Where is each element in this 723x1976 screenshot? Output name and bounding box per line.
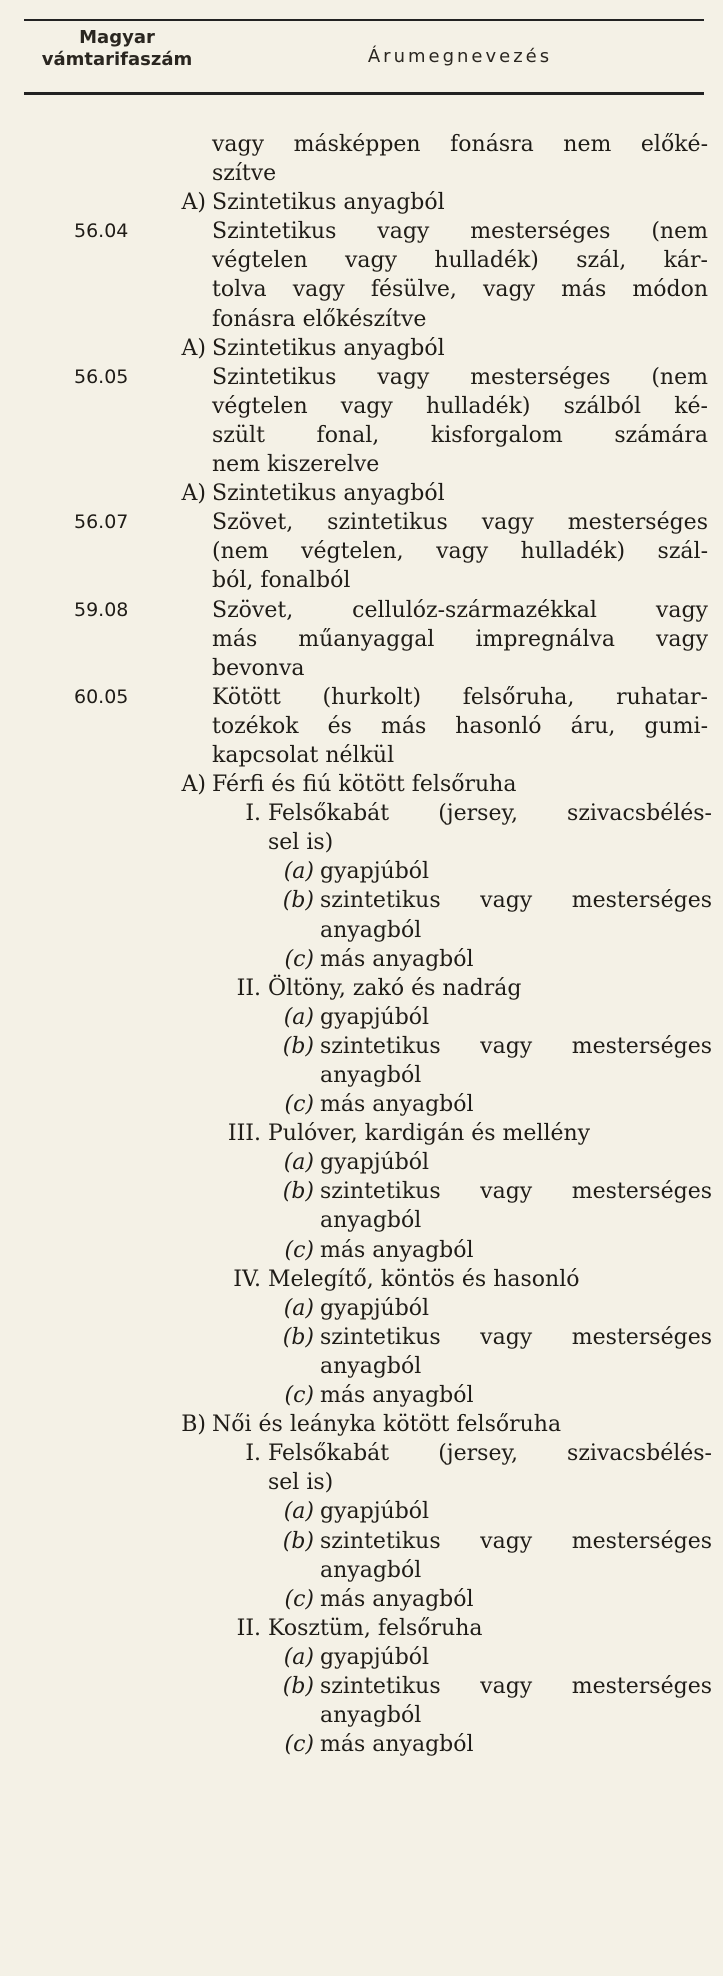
tariff-line	[0, 1294, 723, 1323]
item-text: végtelen vagy hulladék) szál, kár-	[212, 248, 708, 274]
item-marker: (b)	[282, 1528, 314, 1554]
tariff-list	[0, 130, 723, 1759]
tariff-line	[0, 1701, 723, 1730]
item-marker: (c)	[284, 1237, 314, 1263]
item-marker: III.	[227, 1121, 261, 1147]
item-marker: IV.	[233, 1266, 261, 1292]
item-marker: II.	[236, 1615, 261, 1641]
item-text: Szintetikus anyagból	[212, 335, 445, 361]
tariff-line	[0, 712, 723, 741]
item-text: más műanyaggal impregnálva vagy	[212, 626, 708, 652]
tariff-line	[0, 770, 723, 799]
item-marker: (a)	[283, 1150, 314, 1176]
item-marker: (b)	[282, 1179, 314, 1205]
tariff-line	[0, 363, 723, 392]
tariff-line	[0, 828, 723, 857]
tariff-line	[0, 188, 723, 217]
item-text: Felsőkabát (jersey, szivacsbélés-	[268, 1441, 712, 1467]
item-text: szült fonal, kisforgalom számára	[212, 422, 708, 448]
tariff-code: 60.05	[74, 685, 129, 708]
item-text: vagy másképpen fonásra nem előké-	[212, 132, 708, 157]
tariff-line	[0, 566, 723, 595]
item-text: kapcsolat nélkül	[212, 742, 395, 768]
item-text: Női és leányka kötött felsőruha	[212, 1412, 562, 1438]
tariff-line	[0, 1352, 723, 1381]
item-marker: A)	[181, 772, 206, 798]
item-text: szintetikus vagy mesterséges	[320, 1673, 712, 1699]
tariff-code: 56.07	[74, 511, 129, 534]
tariff-line	[0, 1323, 723, 1352]
tariff-code: 56.04	[74, 220, 129, 243]
item-marker: (a)	[283, 1295, 314, 1321]
tariff-line	[0, 1090, 723, 1119]
item-marker: (b)	[282, 1324, 314, 1350]
item-marker: (c)	[284, 1383, 314, 1409]
item-text: nem kiszerelve	[212, 452, 380, 478]
tariff-line	[0, 945, 723, 974]
item-text: Szintetikus vagy mesterséges (nem	[212, 364, 708, 390]
item-text: szintetikus vagy mesterséges	[320, 888, 712, 914]
item-text: sel is)	[268, 1470, 334, 1496]
tariff-line	[0, 1061, 723, 1090]
item-text: tozékok és más hasonló áru, gumi-	[212, 713, 708, 739]
item-marker: (a)	[283, 1644, 314, 1670]
item-marker: B)	[181, 1412, 206, 1438]
tariff-line	[0, 1556, 723, 1585]
item-marker: (c)	[284, 946, 314, 972]
item-marker: (a)	[283, 1004, 314, 1030]
tariff-line	[0, 1032, 723, 1061]
item-text: gyapjúból	[320, 1004, 430, 1030]
item-marker: A)	[181, 190, 206, 216]
tariff-line	[0, 886, 723, 915]
tariff-line	[0, 334, 723, 363]
item-text: szintetikus vagy mesterséges	[320, 1033, 712, 1059]
item-text: gyapjúból	[320, 1499, 430, 1525]
item-text: Férfi és fiú kötött felsőruha	[212, 772, 517, 798]
item-text: más anyagból	[320, 1383, 474, 1409]
tariff-line	[0, 1003, 723, 1032]
item-text: gyapjúból	[320, 1150, 430, 1176]
tariff-line	[0, 1439, 723, 1468]
tariff-line	[0, 537, 723, 566]
item-text: Felsőkabát (jersey, szivacsbélés-	[268, 801, 712, 827]
tariff-line	[0, 857, 723, 886]
header-bottom-rule	[24, 92, 704, 95]
item-marker: (b)	[282, 1673, 314, 1699]
item-text: Kötött (hurkolt) felsőruha, ruhatar-	[212, 684, 708, 710]
item-text: anyagból	[320, 1063, 422, 1088]
tariff-line	[0, 217, 723, 246]
tariff-line	[0, 275, 723, 304]
item-marker: (a)	[283, 859, 314, 885]
tariff-line	[0, 741, 723, 770]
item-text: tolva vagy fésülve, vagy más módon	[212, 277, 708, 303]
tariff-line	[0, 1148, 723, 1177]
column-header-goods-description: Árumegnevezés	[367, 46, 553, 67]
item-text: anyagból	[320, 1703, 422, 1729]
item-text: gyapjúból	[320, 1644, 430, 1670]
item-text: (nem végtelen, vagy hulladék) szál-	[212, 539, 708, 565]
tariff-line	[0, 1206, 723, 1235]
tariff-line	[0, 450, 723, 479]
item-text: Szintetikus anyagból	[212, 481, 445, 507]
item-text: szintetikus vagy mesterséges	[320, 1179, 712, 1205]
tariff-line	[0, 1177, 723, 1206]
item-text: anyagból	[320, 917, 422, 943]
tariff-line	[0, 596, 723, 625]
item-text: bevonva	[212, 655, 305, 681]
tariff-line	[0, 654, 723, 683]
tariff-line	[0, 1643, 723, 1672]
tariff-line	[0, 1410, 723, 1439]
tariff-line	[0, 392, 723, 421]
item-marker: (c)	[284, 1732, 314, 1758]
item-text: Szövet, cellulóz-származékkal vagy	[212, 597, 708, 623]
tariff-line	[0, 974, 723, 1003]
item-text: más anyagból	[320, 1586, 474, 1612]
tariff-line	[0, 508, 723, 537]
item-marker: (b)	[282, 1033, 314, 1059]
tariff-line	[0, 130, 723, 159]
item-text: Öltöny, zakó és nadrág	[268, 975, 522, 1001]
item-text: más anyagból	[320, 1237, 474, 1263]
item-text: Melegítő, köntös és hasonló	[268, 1266, 580, 1292]
item-text: szintetikus vagy mesterséges	[320, 1324, 712, 1350]
tariff-line	[0, 246, 723, 275]
tariff-code: 59.08	[74, 598, 129, 621]
tariff-line	[0, 1614, 723, 1643]
tariff-line	[0, 1730, 723, 1759]
item-text: szintetikus vagy mesterséges	[320, 1528, 712, 1554]
tariff-line	[0, 1236, 723, 1265]
tariff-line	[0, 799, 723, 828]
item-text: Kosztüm, felsőruha	[268, 1615, 483, 1641]
tariff-line	[0, 1119, 723, 1148]
item-text: végtelen vagy hulladék) szálból ké-	[212, 393, 708, 419]
item-text: ból, fonalból	[212, 568, 351, 594]
tariff-line	[0, 1497, 723, 1526]
tariff-line	[0, 1527, 723, 1556]
tariff-line	[0, 1468, 723, 1497]
item-marker: II.	[236, 975, 261, 1001]
item-text: más anyagból	[320, 1732, 474, 1758]
tariff-line	[0, 916, 723, 945]
item-text: szítve	[212, 161, 277, 187]
tariff-line	[0, 683, 723, 712]
item-text: anyagból	[320, 1557, 422, 1583]
item-text: Szintetikus anyagból	[212, 190, 445, 216]
item-text: más anyagból	[320, 1092, 474, 1118]
item-text: fonásra előkészítve	[212, 306, 427, 332]
item-text: anyagból	[320, 1208, 422, 1234]
tariff-line	[0, 421, 723, 450]
tariff-line	[0, 1672, 723, 1701]
header-top-rule	[24, 19, 704, 21]
item-text: gyapjúból	[320, 859, 430, 885]
item-text: gyapjúból	[320, 1295, 430, 1321]
item-marker: (c)	[284, 1586, 314, 1612]
tariff-line	[0, 159, 723, 188]
item-text: anyagból	[320, 1353, 422, 1379]
item-marker: (b)	[282, 888, 314, 914]
item-marker: (a)	[283, 1499, 314, 1525]
tariff-line	[0, 1585, 723, 1614]
item-marker: I.	[245, 801, 261, 827]
item-text: Szintetikus vagy mesterséges (nem	[212, 219, 708, 245]
tariff-line	[0, 1381, 723, 1410]
item-marker: A)	[181, 481, 206, 507]
column-header-tariff-number	[24, 27, 210, 71]
item-text: Szövet, szintetikus vagy mesterséges	[212, 510, 708, 536]
tariff-line	[0, 305, 723, 334]
tariff-code: 56.05	[74, 365, 129, 388]
column-header-tariff-number-line2: vámtarifaszám	[41, 49, 193, 70]
tariff-line	[0, 1265, 723, 1294]
tariff-line	[0, 625, 723, 654]
column-header-tariff-number-line1: Magyar	[79, 27, 155, 48]
item-marker: A)	[181, 335, 206, 361]
tariff-line	[0, 479, 723, 508]
item-text: sel is)	[268, 830, 334, 856]
item-text: Pulóver, kardigán és mellény	[268, 1121, 591, 1147]
item-text: más anyagból	[320, 946, 474, 972]
item-marker: (c)	[284, 1092, 314, 1118]
item-marker: I.	[245, 1441, 261, 1467]
